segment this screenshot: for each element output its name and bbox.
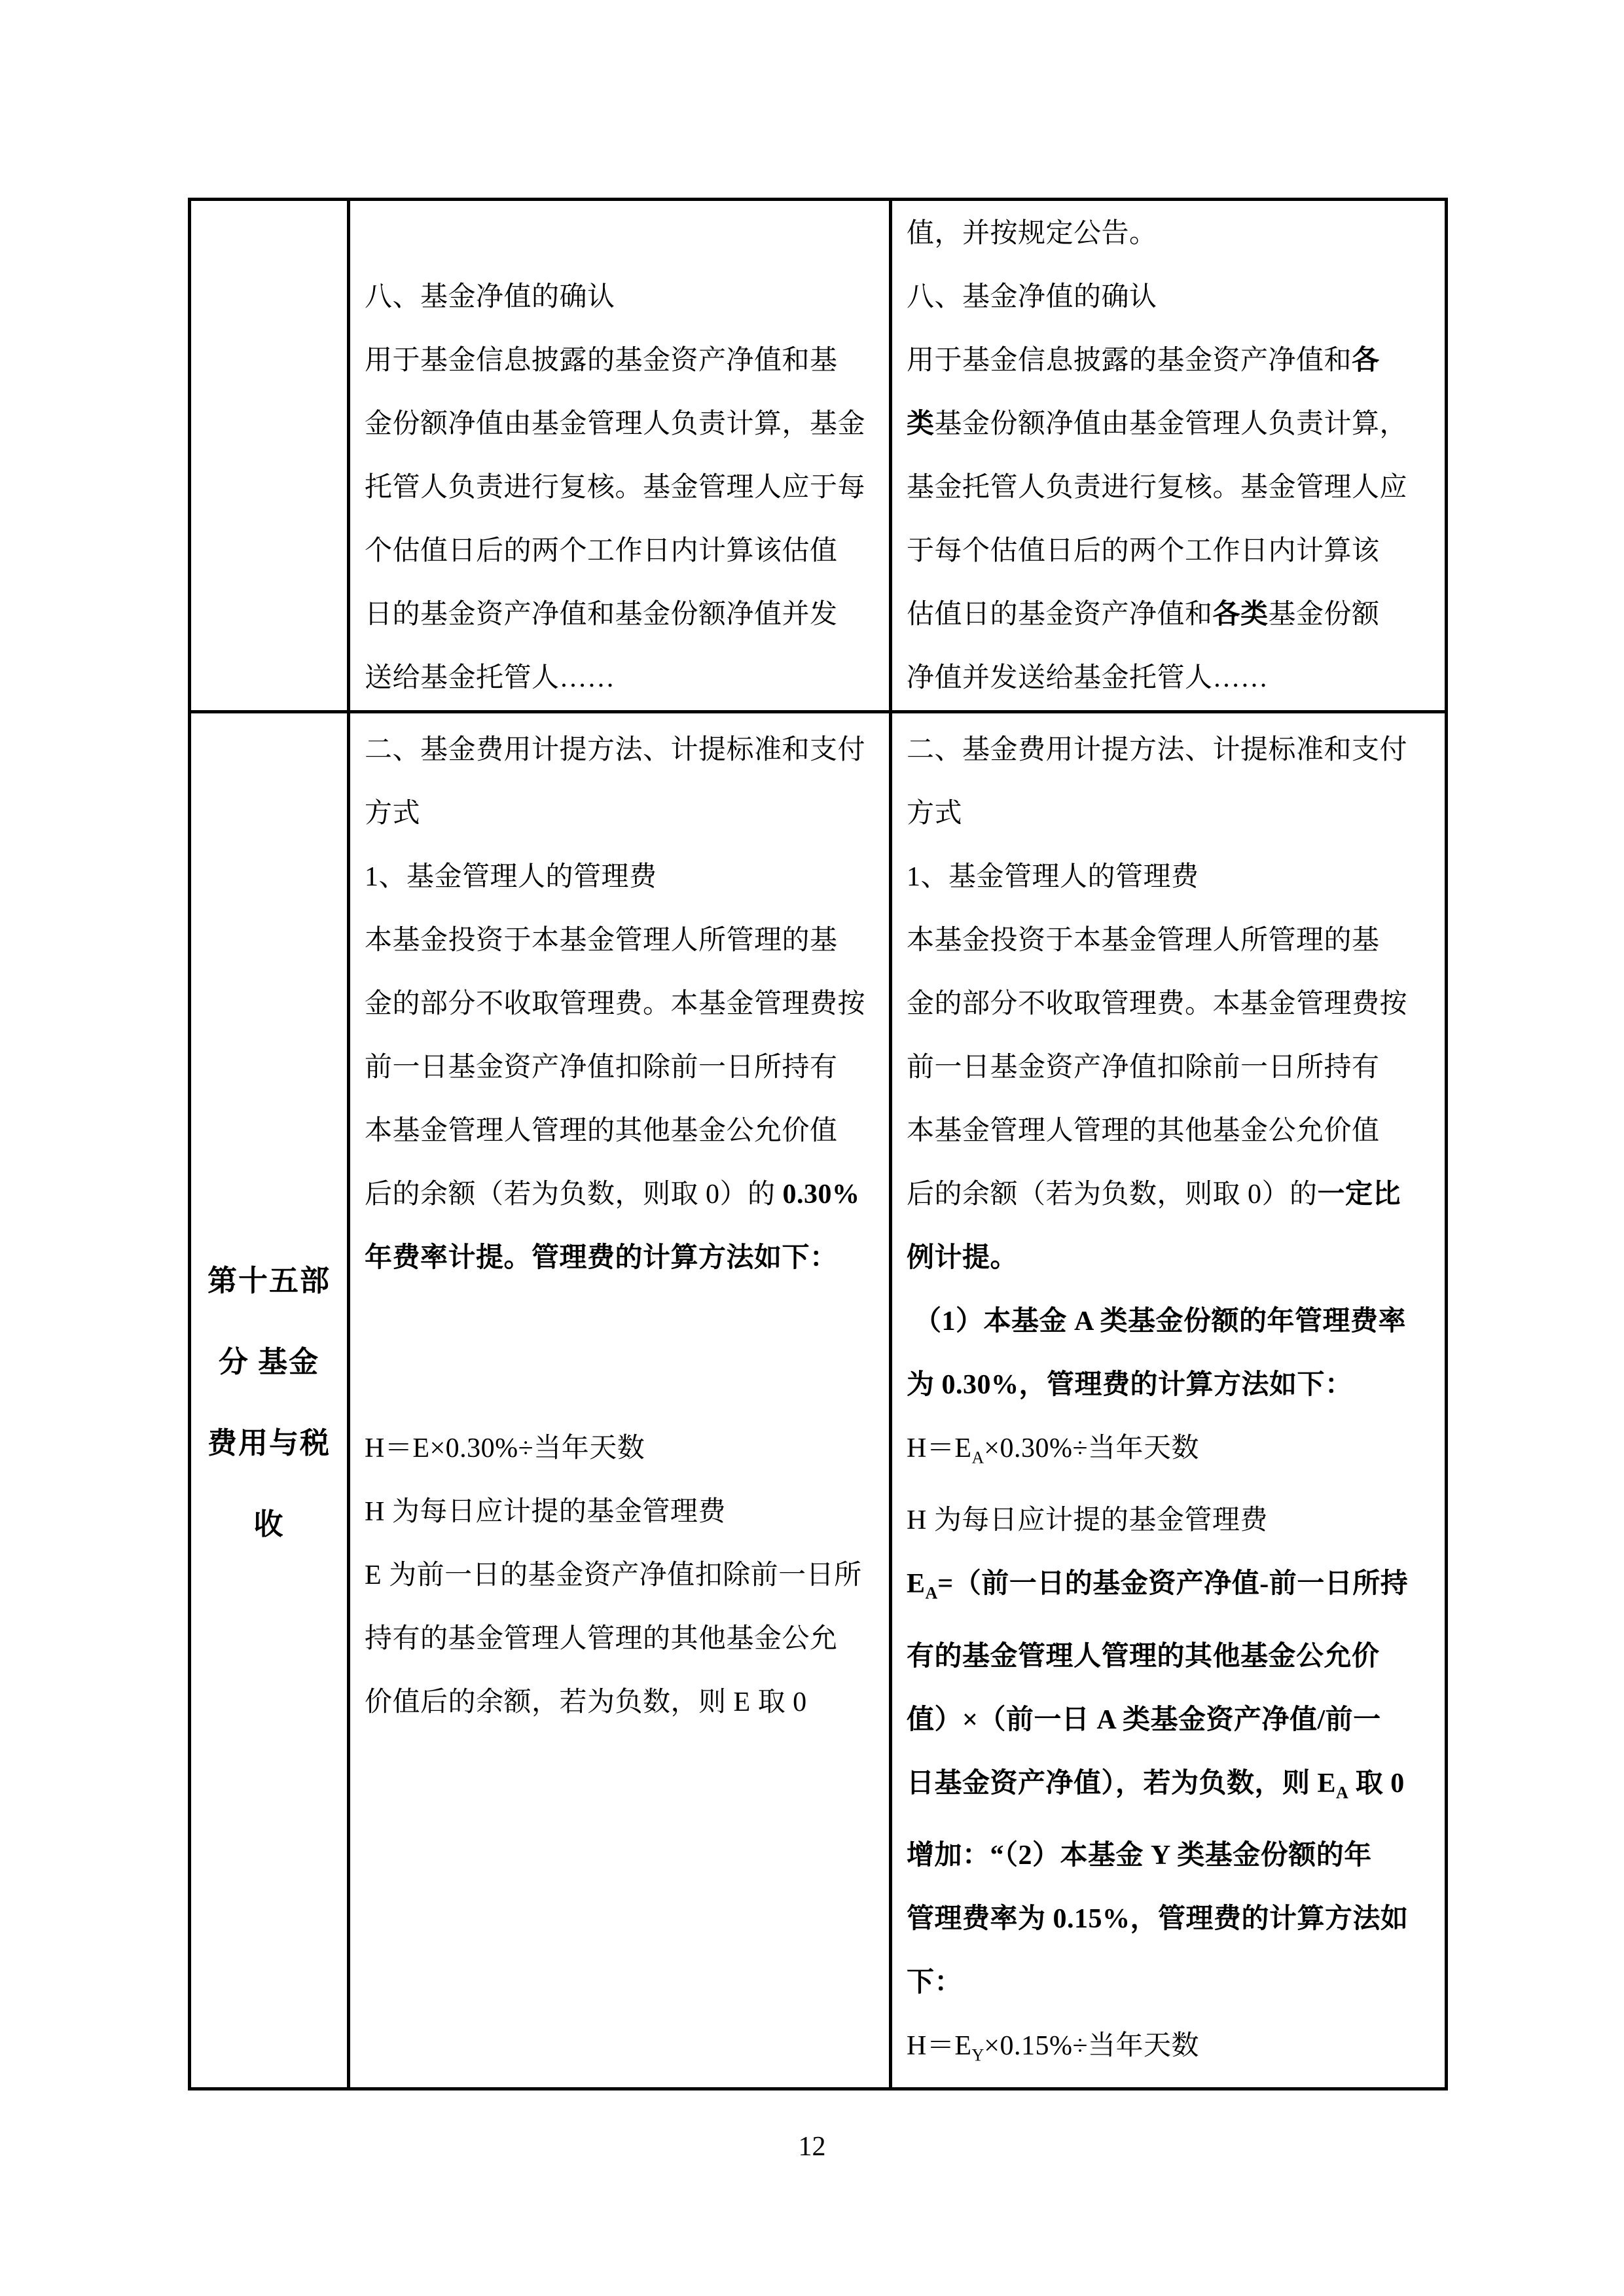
text-segment: 前一日基金资产净值扣除前一日所持有 xyxy=(365,1052,838,1083)
text-segment: 1、基金管理人的管理费 xyxy=(907,862,1199,892)
section-label-cell-row2 xyxy=(190,712,349,2089)
page-number: 12 xyxy=(798,2132,826,2162)
text-line xyxy=(194,1240,344,1321)
text-line xyxy=(907,1552,1435,1624)
text-line xyxy=(365,583,880,647)
before-text-cell-row2 xyxy=(349,712,891,2089)
text-line xyxy=(365,719,880,782)
text-line xyxy=(365,520,880,583)
subscript-text: A xyxy=(925,1583,938,1603)
text-line xyxy=(907,1689,1435,1752)
subscript-text: A xyxy=(971,1448,984,1467)
after-text-cell-row1 xyxy=(891,200,1447,712)
text-segment: 八、基金净值的确认 xyxy=(365,282,615,312)
text-segment: 日的基金资产净值和基金份额净值并发 xyxy=(365,600,838,630)
text-segment: 为 0.30%，管理费的计算方法如下： xyxy=(907,1370,1353,1400)
text-segment: 基金托管人负责进行复核。基金管理人应 xyxy=(907,473,1408,503)
text-line xyxy=(907,782,1435,846)
text-line xyxy=(907,1100,1435,1163)
text-line xyxy=(907,520,1435,583)
text-line xyxy=(907,2015,1435,2087)
text-segment: 送给基金托管人…… xyxy=(365,663,615,693)
text-segment: 有的基金管理人管理的其他基金公允价 xyxy=(907,1641,1380,1672)
text-line xyxy=(907,647,1435,710)
table-row-nav-confirmation xyxy=(190,200,1447,712)
text-segment: H 为每日应计提的基金管理费 xyxy=(907,1505,1268,1536)
text-segment: 持有的基金管理人管理的其他基金公允 xyxy=(365,1624,838,1654)
text-line xyxy=(907,1951,1435,2015)
text-segment: 方式 xyxy=(907,798,963,829)
text-segment: 值，并按规定公告。 xyxy=(907,219,1157,249)
text-line xyxy=(365,1671,880,1734)
text-segment: H 为每日应计提的基金管理费 xyxy=(365,1497,726,1527)
text-segment: 基金份额净值由基金管理人负责计算， xyxy=(934,409,1408,439)
text-segment: 取 0 xyxy=(1348,1768,1405,1799)
text-segment: 个估值日后的两个工作日内计算该估值 xyxy=(365,536,838,566)
text-line xyxy=(194,1484,344,1565)
text-segment: 八、基金净值的确认 xyxy=(907,282,1157,312)
text-line xyxy=(365,1290,880,1354)
text-segment: 本基金管理人管理的其他基金公允价值 xyxy=(365,1116,838,1146)
text-segment: 0.30% xyxy=(782,1179,860,1210)
text-line xyxy=(907,846,1435,909)
text-segment: 后的余额（若为负数，则取 0）的 xyxy=(907,1179,1318,1210)
text-line xyxy=(365,1480,880,1544)
text-segment: 金的部分不收取管理费。本基金管理费按 xyxy=(365,989,866,1019)
text-segment: 前一日基金资产净值扣除前一日所持有 xyxy=(907,1052,1380,1083)
text-segment: 各 xyxy=(1352,346,1380,376)
text-line xyxy=(907,1227,1435,1290)
text-segment: 本基金投资于本基金管理人所管理的基 xyxy=(907,925,1380,956)
text-segment: 二、基金费用计提方法、计提标准和支付 xyxy=(365,735,866,765)
text-line xyxy=(907,719,1435,782)
text-line xyxy=(907,1290,1435,1354)
text-segment: 基金份额 xyxy=(1268,600,1380,630)
text-segment: 第十五部 xyxy=(207,1265,331,1298)
text-segment: 费用与税 xyxy=(207,1427,331,1460)
text-segment: 价值后的余额，若为负数，则 E 取 0 xyxy=(365,1687,807,1717)
text-segment: H＝E×0.30%÷当年天数 xyxy=(365,1433,645,1463)
text-segment: 例计提。 xyxy=(907,1243,1019,1273)
text-line xyxy=(365,1607,880,1671)
text-segment: E 为前一日的基金资产净值扣除前一日所 xyxy=(365,1560,862,1590)
text-segment: 用于基金信息披露的基金资产净值和基 xyxy=(365,346,838,376)
text-line xyxy=(365,1036,880,1100)
text-segment: =（前一日的基金资产净值-前一日所持 xyxy=(937,1569,1409,1600)
text-line xyxy=(907,1888,1435,1951)
text-segment: 估值日的基金资产净值和 xyxy=(907,600,1213,630)
text-line xyxy=(907,1752,1435,1824)
before-text-cell-row1 xyxy=(349,200,891,712)
text-segment: 类 xyxy=(907,409,935,439)
text-segment: 各类 xyxy=(1212,600,1269,630)
text-line xyxy=(907,202,1435,266)
text-line xyxy=(194,1403,344,1484)
text-line xyxy=(907,456,1435,520)
text-segment: 一定比 xyxy=(1317,1179,1401,1210)
text-segment: 下： xyxy=(907,1967,963,1998)
text-segment: 托管人负责进行复核。基金管理人应于每 xyxy=(365,473,866,503)
text-line xyxy=(365,1100,880,1163)
section-label-cell-row1 xyxy=(190,200,349,712)
text-line xyxy=(365,1163,880,1227)
text-line xyxy=(365,973,880,1036)
text-segment: 方式 xyxy=(365,798,421,829)
text-segment: 管理费率为 0.15%，管理费的计算方法如 xyxy=(907,1904,1409,1935)
text-line xyxy=(907,909,1435,973)
text-line xyxy=(907,266,1435,329)
text-line xyxy=(907,393,1435,456)
text-segment: 年费率计提。管理费的计算方法如下： xyxy=(365,1243,838,1273)
subscript-text: Y xyxy=(971,2045,984,2065)
text-line xyxy=(907,1625,1435,1689)
text-segment: 分 基金 xyxy=(218,1346,320,1379)
text-line xyxy=(907,1417,1435,1489)
text-line xyxy=(194,1321,344,1403)
text-line xyxy=(365,329,880,393)
text-segment: 1、基金管理人的管理费 xyxy=(365,862,657,892)
text-segment: （1）本基金 A 类基金份额的年管理费率 xyxy=(907,1306,1407,1336)
subscript-text: A xyxy=(1336,1783,1348,1803)
text-segment: 金的部分不收取管理费。本基金管理费按 xyxy=(907,989,1408,1019)
text-segment: 金份额净值由基金管理人负责计算，基金 xyxy=(365,409,866,439)
text-line xyxy=(365,647,880,710)
text-segment: ×0.15%÷当年天数 xyxy=(984,2031,1200,2062)
text-line xyxy=(365,456,880,520)
text-line xyxy=(365,202,880,266)
text-line xyxy=(365,393,880,456)
text-line xyxy=(907,1354,1435,1417)
text-segment: 净值并发送给基金托管人…… xyxy=(907,663,1269,693)
text-segment: 本基金投资于本基金管理人所管理的基 xyxy=(365,925,838,956)
text-line xyxy=(365,1544,880,1607)
text-segment: 二、基金费用计提方法、计提标准和支付 xyxy=(907,735,1408,765)
text-line xyxy=(907,583,1435,647)
text-line xyxy=(907,973,1435,1036)
after-text-cell-row2 xyxy=(891,712,1447,2089)
text-line xyxy=(365,1227,880,1290)
text-segment: 增加：“（2）本基金 Y 类基金份额的年 xyxy=(907,1840,1372,1871)
text-line xyxy=(365,846,880,909)
revision-comparison-table xyxy=(188,198,1448,2090)
text-line xyxy=(907,1824,1435,1888)
text-segment: ×0.30%÷当年天数 xyxy=(984,1433,1200,1463)
text-line xyxy=(365,266,880,329)
text-line xyxy=(907,1163,1435,1227)
text-segment: H＝E xyxy=(907,1433,972,1463)
text-segment: E xyxy=(907,1569,926,1600)
text-segment: 用于基金信息披露的基金资产净值和 xyxy=(907,346,1352,376)
text-line xyxy=(907,1489,1435,1552)
text-line xyxy=(365,1417,880,1480)
text-segment: 日基金资产净值），若为负数，则 E xyxy=(907,1768,1337,1799)
text-segment: 值）×（前一日 A 类基金资产净值/前一 xyxy=(907,1704,1381,1735)
text-line xyxy=(365,1354,880,1417)
text-line xyxy=(365,782,880,846)
text-line xyxy=(365,909,880,973)
text-segment: 后的余额（若为负数，则取 0）的 xyxy=(365,1179,783,1210)
text-line xyxy=(907,329,1435,393)
text-segment: H＝E xyxy=(907,2031,972,2062)
text-segment: 于每个估值日后的两个工作日内计算该 xyxy=(907,536,1380,566)
text-segment: 收 xyxy=(253,1508,285,1541)
table-row-fees-and-tax xyxy=(190,712,1447,2089)
text-segment: 本基金管理人管理的其他基金公允价值 xyxy=(907,1116,1380,1146)
text-line xyxy=(907,1036,1435,1100)
